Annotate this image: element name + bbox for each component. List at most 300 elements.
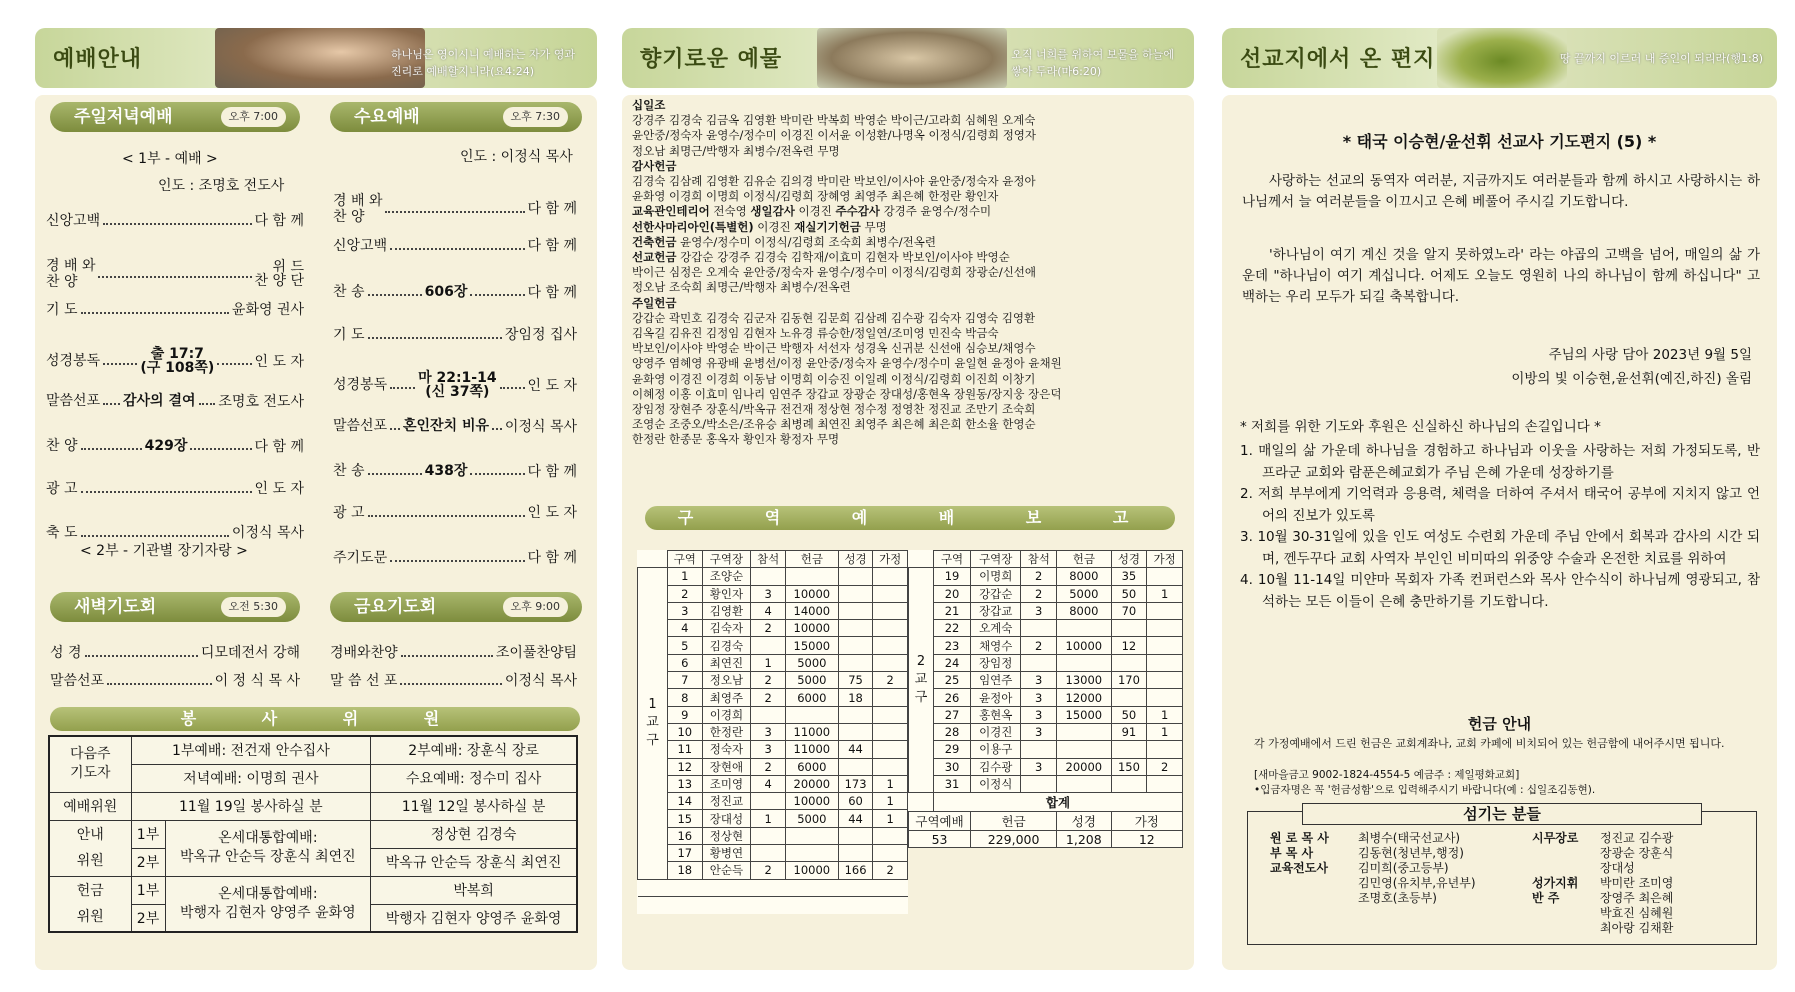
table-cell: 1 xyxy=(1147,706,1183,723)
table-cell xyxy=(873,637,908,654)
offering-line xyxy=(632,311,1187,326)
table-cell xyxy=(1057,723,1112,740)
program-row xyxy=(46,391,304,411)
table-row xyxy=(638,810,908,827)
account-info: [새마을금고 9002-1824-4554-5 예금주 : 제일평화교회] xyxy=(1254,769,1520,781)
program-person: 조명호 전도사 xyxy=(218,394,304,411)
offering-names: 정오남 최명근/박행자 최병수/전옥련 무명 xyxy=(632,143,840,158)
sum-header: 성경 xyxy=(1057,812,1112,831)
district-table-1 xyxy=(637,550,908,914)
leader-dots xyxy=(400,683,501,685)
table-cell: 50 xyxy=(1111,706,1147,723)
staff-name: 김민영(유치부,유년부) xyxy=(1358,876,1476,890)
table-cell xyxy=(838,637,873,654)
table-cell: 28 xyxy=(934,723,971,740)
table-cell: 10000 xyxy=(785,585,838,602)
table-cell xyxy=(1057,654,1112,671)
table-cell: 75 xyxy=(838,672,873,689)
offering-names: 한정란 한종문 홍옥자 황인자 황정자 무명 xyxy=(632,432,840,447)
table-cell xyxy=(838,602,873,619)
table-cell: 정상현 xyxy=(702,827,751,844)
offering-names: 윤화영 이경희 이명희 이정식/김령희 장혜영 최영주 최은혜 한정란 황인자 xyxy=(632,189,999,204)
table-row xyxy=(638,862,908,879)
wednesday-header xyxy=(330,102,582,132)
evening-leader: 저녁예배: 이명희 권사 xyxy=(131,764,371,792)
prayer-item: 2. 저희 부부에게 기억력과 응용력, 체력을 더하여 주셔서 태국어 공부에 지치지 않고 언어의 진보가 있도록 xyxy=(1240,486,1760,524)
committee-label: 예배위원 xyxy=(49,792,131,820)
offering-names: 전숙영 xyxy=(709,204,751,219)
letter-title: * 태국 이승현/윤선휘 선교사 기도편지 (5) * xyxy=(1342,132,1657,151)
leader-dots xyxy=(368,294,422,296)
leader-dots xyxy=(85,655,198,657)
worship-banner xyxy=(35,28,597,88)
offering-banner xyxy=(622,28,1194,88)
offering-guide-title: 헌금 안내 xyxy=(1467,715,1532,733)
table-cell: 25 xyxy=(934,672,971,689)
offering-names: 김경숙 김삼례 김영환 김유순 김의경 박미란 박보인/이사야 윤안중/정숙자 윤정아 xyxy=(632,174,1036,189)
table-cell xyxy=(838,706,873,723)
table-cell: 31 xyxy=(934,775,971,792)
table-row xyxy=(638,620,908,637)
offering-category: 주일헌금 xyxy=(632,295,677,310)
program-label: 광 고 xyxy=(46,480,78,497)
table-cell xyxy=(1147,741,1183,758)
staff-role: 시무장로 xyxy=(1532,831,1579,845)
table-cell: 9 xyxy=(668,706,703,723)
staff-row xyxy=(1532,831,1673,876)
program-row xyxy=(46,481,304,497)
table-cell xyxy=(838,654,873,671)
offering-line xyxy=(632,341,1187,356)
table-cell: 44 xyxy=(838,810,873,827)
table-cell: 4 xyxy=(751,602,786,619)
table-row xyxy=(638,706,908,723)
table-cell xyxy=(1111,620,1147,637)
table-cell: 3 xyxy=(1021,706,1057,723)
offering-names: 이경진 xyxy=(753,219,795,234)
offering-line xyxy=(632,417,1187,432)
program-label: 찬 송 xyxy=(333,462,365,479)
table-cell: 8000 xyxy=(1057,568,1112,585)
table-cell xyxy=(838,827,873,844)
guide-r1: 정상현 김경숙 xyxy=(371,820,577,848)
section-title: 새벽기도회 xyxy=(74,597,157,617)
table-cell xyxy=(838,758,873,775)
next-leader-label: 다음주 기도자 xyxy=(49,736,131,792)
table-cell: 5 xyxy=(668,637,703,654)
program-label: 성 경 xyxy=(50,645,82,661)
staff-name: 정진교 김수광 장광순 장훈식 장대성 xyxy=(1600,831,1674,875)
offering-line xyxy=(632,372,1187,387)
table-cell: 44 xyxy=(838,741,873,758)
table-cell: 김영환 xyxy=(702,602,751,619)
leader-dots xyxy=(492,428,502,430)
table-cell: 안순득 xyxy=(702,862,751,879)
cross-image xyxy=(817,28,1007,88)
offering-category: 감사헌금 xyxy=(632,158,677,173)
offering-line xyxy=(632,326,1187,341)
table-cell: 5000 xyxy=(785,810,838,827)
program-content: 606장 xyxy=(424,284,468,301)
staff-role xyxy=(1270,876,1358,891)
table-row xyxy=(909,775,1183,792)
service-time: 오후 9:00 xyxy=(503,597,568,617)
table-cell: 3 xyxy=(1021,672,1057,689)
program-row xyxy=(333,327,577,343)
table-cell xyxy=(873,654,908,671)
section-title: 금요기도회 xyxy=(354,597,437,617)
program-label: 찬 송 xyxy=(333,284,365,301)
table-cell xyxy=(873,602,908,619)
table-cell xyxy=(873,723,908,740)
program-label: 말씀선포 xyxy=(46,393,101,410)
program-person: 이 정 식 목 사 xyxy=(214,673,300,689)
staff-row xyxy=(1270,891,1476,906)
table-cell xyxy=(751,793,786,810)
service-time: 오후 7:00 xyxy=(221,107,286,127)
table-cell xyxy=(751,637,786,654)
table-cell: 3 xyxy=(1021,723,1057,740)
p2-leader: 2부예배: 장훈식 장로 xyxy=(371,736,577,764)
program-label: 주기도문 xyxy=(333,549,388,566)
table-cell: 10000 xyxy=(785,620,838,637)
table-cell: 3 xyxy=(1021,689,1057,706)
table-cell: 4 xyxy=(668,620,703,637)
offering-line xyxy=(632,113,1187,128)
table-cell: 6 xyxy=(668,654,703,671)
leader-dots xyxy=(500,387,525,389)
col-header: 구역장 xyxy=(702,551,751,568)
program-row xyxy=(46,347,304,375)
table-cell: 1 xyxy=(873,775,908,792)
table-cell: 장임정 xyxy=(971,654,1021,671)
program-content: 혼인잔치 비유 xyxy=(403,418,490,434)
offering-line xyxy=(632,144,1187,159)
offering-category: 주수감사 xyxy=(835,204,880,219)
offering-line xyxy=(632,387,1187,402)
col-header: 구역 xyxy=(934,551,971,568)
table-cell: 2 xyxy=(1147,758,1183,775)
table-cell xyxy=(1057,741,1112,758)
table-cell: 최영주 xyxy=(702,689,751,706)
leader-dots xyxy=(390,560,524,562)
offering-names: 윤영수/정수미 이정식/김령희 조숙희 최병수/전옥련 xyxy=(676,234,936,249)
nov12-label: 11월 12일 봉사하실 분 xyxy=(371,792,577,820)
table-cell: 장대성 xyxy=(702,810,751,827)
table-cell: 17 xyxy=(668,845,703,862)
table-row xyxy=(638,689,908,706)
offering-line xyxy=(632,174,1187,189)
table-row xyxy=(638,637,908,654)
table-cell: 2 xyxy=(873,862,908,879)
leader-dots xyxy=(190,448,251,450)
table-cell: 김수광 xyxy=(971,758,1021,775)
program-person: 이정식 목사 xyxy=(231,525,304,542)
program-person: 다 함 께 xyxy=(527,285,578,302)
table-row xyxy=(638,793,908,810)
blank-cell xyxy=(638,879,908,896)
table-cell xyxy=(785,568,838,585)
program-person: 위 드 찬 양 단 xyxy=(254,258,304,289)
staff-name: 최병수(태국선교사) xyxy=(1358,831,1461,845)
table-row xyxy=(909,602,1183,619)
program-label: 기 도 xyxy=(333,326,365,343)
leader-dots xyxy=(98,276,251,278)
table-cell: 7 xyxy=(668,672,703,689)
blank-cell xyxy=(638,896,908,913)
offering-names: 양영주 염혜영 유광배 윤병선/이정 윤안중/정숙자 윤영수/정수미 윤일현 윤정아 윤채원 xyxy=(632,356,1062,371)
program-person: 다 함 께 xyxy=(527,549,577,566)
table-cell: 3 xyxy=(751,723,786,740)
offering-names: 윤화영 이경진 이경희 이동남 이명희 이승진 이일례 이정식/김령희 이진희 이창기 xyxy=(632,371,1036,386)
staff-row xyxy=(1270,846,1476,861)
program-row xyxy=(50,673,300,689)
staff-row xyxy=(1270,861,1476,876)
table-cell: 정숙자 xyxy=(702,741,751,758)
offering-line xyxy=(632,189,1187,204)
table-cell xyxy=(838,723,873,740)
table-cell: 11000 xyxy=(785,723,838,740)
table-cell xyxy=(873,827,908,844)
prayer-item: 4. 10월 11-14일 미얀마 목회자 가족 컨퍼런스와 목사 안수식이 하나님께 영광되고, 참석하는 모든 이들이 은혜 충만하기를 기도합니다. xyxy=(1240,572,1760,610)
sum-value: 12 xyxy=(1111,831,1182,848)
staff-name: 박미란 조미영 장영주 최은혜 박효진 심혜원 최아랑 김채환 xyxy=(1600,876,1674,935)
program-label: 성경봉독 xyxy=(46,352,101,369)
offering-names: 윤안중/정숙자 윤영수/정수미 이경진 이서윤 이성환/나명옥 이정식/김령희 정영자 xyxy=(632,128,1037,143)
staff-role xyxy=(1270,891,1358,906)
table-row xyxy=(909,689,1183,706)
table-cell xyxy=(751,706,786,723)
leader-dots xyxy=(401,655,493,657)
letter-sign-name: 이방의 빛 이승현,윤선휘(예진,하진) 올림 xyxy=(1511,371,1752,387)
service-committee-bar: 봉 사 위 원 xyxy=(50,707,580,731)
table-cell: 한정란 xyxy=(702,723,751,740)
table-cell: 장현애 xyxy=(702,758,751,775)
letter-para2: '하나님이 여기 계신 것을 알지 못하였노라' 라는 야곱의 고백을 넘어, 매일의 삶 가운데 "하나님이 여기 계십니다. 어제도 오늘도 영원히 나의 하나님이 함께 하십니다" 고백하는 우리 모두가 되길 축복합니다. xyxy=(1242,247,1760,305)
table-cell: 19 xyxy=(934,568,971,585)
table-cell xyxy=(1021,741,1057,758)
table-cell xyxy=(1147,689,1183,706)
table-cell: 11 xyxy=(668,741,703,758)
program-content: 429장 xyxy=(144,438,188,454)
table-cell: 정오남 xyxy=(702,672,751,689)
program-person: 조이풀찬양팀 xyxy=(495,645,577,661)
program-row xyxy=(46,525,304,541)
table-cell xyxy=(873,741,908,758)
table-cell: 16 xyxy=(668,827,703,844)
table-cell: 황인자 xyxy=(702,585,751,602)
table-cell xyxy=(1147,620,1183,637)
table-cell: 8 xyxy=(668,689,703,706)
program-label: 성경봉독 xyxy=(333,377,388,394)
col-header: 가정 xyxy=(1147,551,1183,568)
table-row xyxy=(909,585,1183,602)
table-cell: 11000 xyxy=(785,741,838,758)
sum-header: 구역예배 xyxy=(909,812,971,831)
table-cell xyxy=(1147,637,1183,654)
offering-line xyxy=(632,159,1187,174)
table-cell: 김경숙 xyxy=(702,637,751,654)
program-row xyxy=(333,238,577,254)
program-person: 인 도 자 xyxy=(527,505,577,522)
wed-leader: 인도 : 이정식 목사 xyxy=(460,149,573,165)
offering-category: 생일감사 xyxy=(750,204,795,219)
service-time: 오전 5:30 xyxy=(221,597,286,617)
table-cell: 91 xyxy=(1111,723,1147,740)
leader-dots xyxy=(368,515,525,517)
table-cell: 2 xyxy=(668,585,703,602)
table-cell: 2 xyxy=(1021,568,1057,585)
col-header: 헌금 xyxy=(1057,551,1112,568)
program-person: 이정식 목사 xyxy=(504,673,577,689)
staff-row xyxy=(1532,876,1673,936)
table-cell: 24 xyxy=(934,654,971,671)
table-cell xyxy=(1021,775,1057,792)
offering-names: 이경진 xyxy=(794,204,836,219)
offering-line xyxy=(632,235,1187,250)
section-title: 수요예배 xyxy=(354,107,420,127)
table-cell: 윤정아 xyxy=(971,689,1021,706)
table-cell: 22 xyxy=(934,620,971,637)
table-cell xyxy=(1021,620,1057,637)
table-cell xyxy=(1111,654,1147,671)
leader-dots xyxy=(81,448,142,450)
offering-line xyxy=(632,432,1187,447)
leader-dots xyxy=(390,387,415,389)
table-cell xyxy=(838,585,873,602)
leader-dots xyxy=(107,683,211,685)
table-cell: 23 xyxy=(934,637,971,654)
table-cell: 10 xyxy=(668,723,703,740)
program-row xyxy=(46,302,304,318)
friday-prayer-header xyxy=(330,592,582,622)
offering-names: 박이근 심정은 오계숙 윤안중/정숙자 윤영수/정수미 이정식/김령희 장광순/신선애 xyxy=(632,265,1037,280)
table-cell: 18 xyxy=(668,862,703,879)
mission-banner xyxy=(1222,28,1777,88)
program-person: 다 함 께 xyxy=(254,439,305,455)
table-cell: 20 xyxy=(934,585,971,602)
col-header: 헌금 xyxy=(785,551,838,568)
program-person: 이정식 목사 xyxy=(504,419,577,435)
offer-combined: 온세대통합예배: 박행자 김현자 양영주 윤화영 xyxy=(165,876,371,932)
table-cell: 홍현옥 xyxy=(971,706,1021,723)
table-cell xyxy=(1147,654,1183,671)
table-cell: 2 xyxy=(751,758,786,775)
p1-leader: 1부예배: 전건재 안수집사 xyxy=(131,736,371,764)
staff-title: 섬기는 분들 xyxy=(1302,803,1702,825)
program-label: 기 도 xyxy=(46,302,78,319)
prayer-intro: * 저희를 위한 기도와 후원은 신실하신 하나님의 손길입니다 * xyxy=(1240,419,1601,435)
table-cell: 오계숙 xyxy=(971,620,1021,637)
guide-combined: 온세대통합예배: 박옥규 안순득 장훈식 최연진 xyxy=(165,820,371,876)
table-cell: 10000 xyxy=(785,862,838,879)
table-cell: 이정식 xyxy=(971,775,1021,792)
part2-label: 2부 xyxy=(131,904,165,932)
table-row xyxy=(909,637,1183,654)
program-row xyxy=(330,645,577,661)
staff-row xyxy=(1270,831,1476,846)
program-label: 신앙고백 xyxy=(46,213,101,229)
banner-quote: 땅 끝까지 이르러 내 증인이 되리라(행1:8) xyxy=(1559,52,1763,65)
table-cell xyxy=(873,706,908,723)
table-cell xyxy=(1147,775,1183,792)
offering-line xyxy=(632,128,1187,143)
table-cell: 6000 xyxy=(785,689,838,706)
table-cell: 15000 xyxy=(785,637,838,654)
leader-dots xyxy=(103,223,251,225)
table-cell: 조양순 xyxy=(702,568,751,585)
offer-r1: 박복희 xyxy=(371,876,577,904)
offering-names: 김옥길 김유진 김정임 김현자 노유경 류승한/정일연/조미영 민진숙 박금숙 xyxy=(632,326,999,341)
leader-dots xyxy=(103,403,120,405)
district-group-label: 2 교 구 xyxy=(909,568,934,793)
program-row xyxy=(333,282,577,302)
table-cell: 조미영 xyxy=(702,775,751,792)
blank-row xyxy=(638,879,908,896)
table-cell xyxy=(1147,672,1183,689)
district-group-label: 1 교 구 xyxy=(638,568,668,879)
table-cell: 채영수 xyxy=(971,637,1021,654)
table-cell xyxy=(838,568,873,585)
table-cell: 1 xyxy=(873,810,908,827)
table-cell: 150 xyxy=(1111,758,1147,775)
table-row xyxy=(638,741,908,758)
table-row xyxy=(638,654,908,671)
leader-dots xyxy=(385,211,524,213)
leader-dots xyxy=(217,363,251,365)
banner-quote: 오직 너희를 위하여 보물을 하늘에 쌓아 두라(마6:20) xyxy=(1011,48,1174,78)
table-cell: 13000 xyxy=(1057,672,1112,689)
staff-left xyxy=(1270,831,1476,906)
staff-row xyxy=(1270,876,1476,891)
table-cell: 13 xyxy=(668,775,703,792)
sum-value: 229,000 xyxy=(971,831,1057,848)
col-header: 구역장 xyxy=(971,551,1021,568)
table-cell xyxy=(1111,775,1147,792)
offer-r2: 박행자 김현자 양영주 윤화영 xyxy=(371,904,577,932)
staff-name: 김미희(중고등부) xyxy=(1358,861,1449,875)
sum-title: 합계 xyxy=(934,793,1183,812)
table-cell xyxy=(1057,775,1112,792)
offering-names: 강갑순 강경주 김경숙 김학재/이효미 김현자 박보인/이사야 박영순 xyxy=(676,250,1010,265)
sum-value: 1,208 xyxy=(1057,831,1112,848)
prayer-item: 3. 10월 30-31일에 있을 인도 여성도 수련회 가운데 주님 안에서 회복과 감사의 시간 되며, 껜두꾸다 교회 사역자 부인인 비미따의 위중양 수술과 온전한 치료를 위하여 xyxy=(1240,529,1760,567)
offering-names: 정오남 조숙희 최명근/박행자 최병수/전옥련 xyxy=(632,280,851,295)
offering-category: 선한사마리아인(특별헌) xyxy=(632,219,754,234)
offering-list xyxy=(632,98,1187,448)
offering-names: 박보인/이사야 박영순 박이근 박행자 서선자 성경옥 신귀분 신선애 심승보/채영수 xyxy=(632,341,1036,356)
offering-category: 재실기기헌금 xyxy=(794,219,861,234)
leader-dots xyxy=(103,363,137,365)
part1-label: 1부 xyxy=(131,876,165,904)
staff-role: 부 목 사 xyxy=(1270,846,1314,860)
table-cell: 5000 xyxy=(785,672,838,689)
banner-title: 예배안내 xyxy=(53,47,143,72)
section-title: 주일저녁예배 xyxy=(74,107,173,127)
offering-names: 조영순 조중오/박소은/조유승 최병례 최연진 최영주 최은혜 최은희 한소율 한영순 xyxy=(632,417,1036,432)
part2-title: < 2부 - 기관별 장기자랑 > xyxy=(80,543,248,559)
offering-category: 건축헌금 xyxy=(632,234,677,249)
leader-dots xyxy=(199,403,216,405)
table-row xyxy=(909,758,1183,775)
leader-dots xyxy=(390,428,400,430)
table-cell: 173 xyxy=(838,775,873,792)
spacer xyxy=(909,793,934,812)
table-cell: 2 xyxy=(751,672,786,689)
table-row xyxy=(638,568,908,585)
part1-title: < 1부 - 예배 > xyxy=(122,151,218,167)
leader-dots xyxy=(470,473,524,475)
